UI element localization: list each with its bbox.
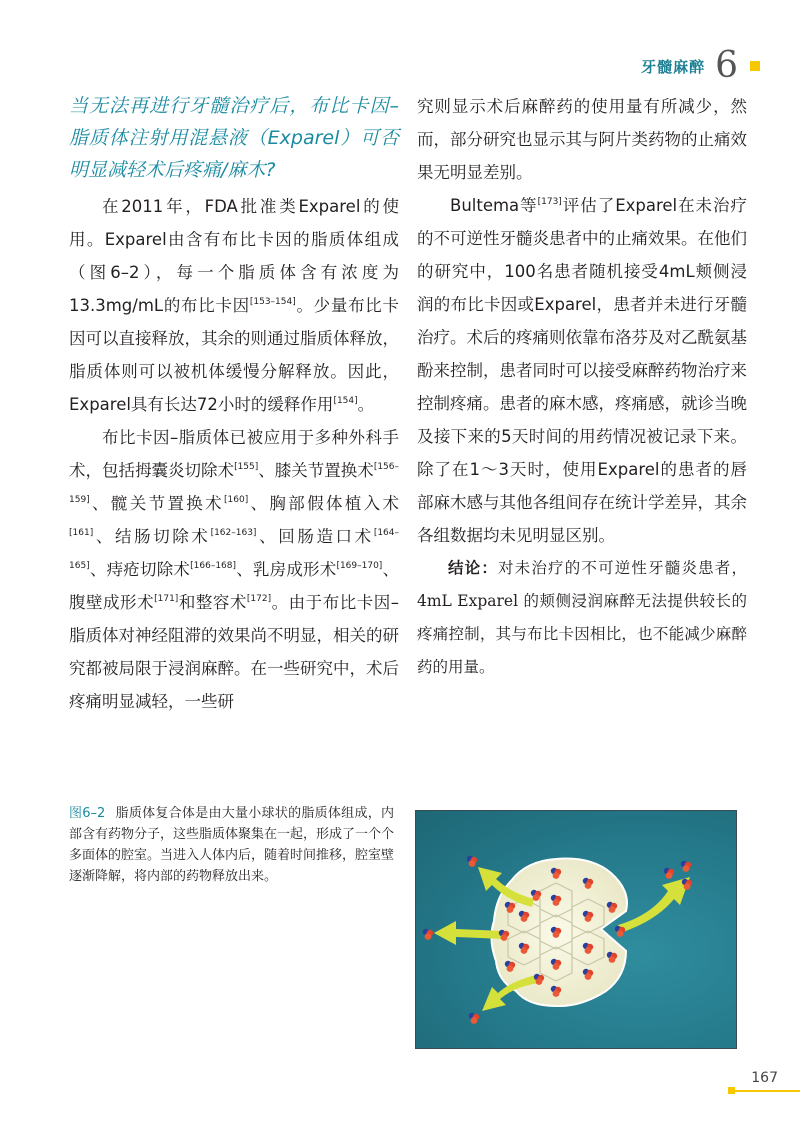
citation: [154] bbox=[333, 396, 358, 406]
header-square-icon bbox=[750, 61, 760, 71]
left-column bbox=[69, 90, 399, 718]
page-footer bbox=[730, 1070, 800, 1110]
citation: [153–154] bbox=[249, 297, 296, 307]
release-arrow-right bbox=[618, 877, 690, 933]
paragraph-text: 、结肠切除术 bbox=[93, 527, 211, 546]
paragraph-text: 、腹壁成形术 bbox=[69, 560, 400, 612]
liposome-diagram bbox=[416, 811, 736, 1048]
citation: [164–165] bbox=[69, 528, 400, 571]
citation: [161] bbox=[69, 528, 94, 538]
paragraph-text: 、髋关节置换术 bbox=[89, 494, 224, 513]
paragraph-text: 、痔疮切除术 bbox=[89, 560, 191, 579]
right-column bbox=[417, 90, 747, 684]
citation: [155] bbox=[234, 462, 259, 472]
caption-text: 脂质体复合体是由大量小球状的脂质体组成，内部含有药物分子，这些脂质体聚集在一起，形成了一个个多面体的腔室。当进入人体内后，随着时间推移，腔室壁逐渐降解，将内部的药物释放出来。 bbox=[69, 806, 395, 884]
citation: [169–170] bbox=[336, 561, 383, 571]
conclusion-text: 对未治疗的不可逆性牙髓炎患者，4mL Exparel 的颊侧浸润麻醉无法提供较长的疼痛控制，其与布比卡因相比，也不能减少麻醉药的用量。 bbox=[417, 559, 747, 676]
citation: [162–163] bbox=[210, 528, 257, 538]
paragraph-text: 、乳房成形术 bbox=[236, 560, 337, 579]
citation: [156–159] bbox=[69, 462, 400, 505]
paragraph-exparel-intro bbox=[69, 190, 399, 421]
paragraph-bultema-study bbox=[417, 189, 747, 552]
paragraph-text: 、膝关节置换术 bbox=[258, 461, 374, 480]
paragraph-text: 。 bbox=[357, 395, 375, 414]
paragraph-surgery-uses bbox=[69, 421, 399, 718]
running-header bbox=[641, 45, 760, 86]
section-heading: 当无法再进行牙髓治疗后，布比卡因–脂质体注射用混悬液（Exparel）可否明显减轻术后疼痛/麻木? bbox=[69, 95, 399, 181]
citation: [171] bbox=[154, 594, 179, 604]
paragraph-text: 、胸部假体植入术 bbox=[248, 494, 399, 513]
liposome-illustration bbox=[415, 810, 737, 1049]
conclusion-label: 结论： bbox=[448, 559, 499, 577]
paragraph-text: 、回肠造口术 bbox=[256, 527, 374, 546]
chapter-number: 6 bbox=[715, 45, 738, 86]
paragraph-continued: 究则显示术后麻醉药的使用量有所减少，然而，部分研究也显示其与阿片类药物的止痛效果无明显差别。 bbox=[417, 97, 747, 182]
paragraph-text: 评估了Exparel在未治疗的不可逆性牙髓炎患者中的止痛效果。在他们的研究中，100名患者随机接受4mL颊侧浸润的布比卡因或Exparel，患者并未进行牙髓治疗。术后的疼痛则依靠布洛芬及对乙酰氨基酚来控制，患者同时可以接受麻醉药物治疗来控制疼痛。患者的麻木感，疼痛感，就诊当晚及接下来的5天时间的用药情况被记录下来。除了在1～3天时，使用Exparel的患者的唇部麻木感与其他各组间存在统计学差异，其余各组数据均未见明显区别。 bbox=[417, 196, 747, 545]
conclusion-paragraph bbox=[417, 552, 747, 684]
paragraph-text: Bultema等 bbox=[450, 196, 538, 215]
paragraph-text: 布比卡因–脂质体已被应用于多种外科手术，包括拇囊炎切除术 bbox=[69, 428, 399, 480]
chapter-title: 牙髓麻醉 bbox=[641, 57, 706, 76]
citation: [172] bbox=[246, 594, 272, 604]
footer-rule bbox=[730, 1090, 800, 1092]
paragraph-text: 和整容术 bbox=[178, 593, 247, 612]
citation: [173] bbox=[537, 197, 562, 207]
paragraph-text: 在2011年，FDA批准类Exparel的使用。Exparel由含有布比卡因的脂质体组成（图6–2），每一个脂质体含有浓度为13.3mg/mL的布比卡因 bbox=[69, 197, 399, 315]
paragraph-text: 。少量布比卡因可以直接释放，其余的则通过脂质体释放，脂质体则可以被机体缓慢分解释放。因此，Exparel具有长达72小时的缓释作用 bbox=[69, 296, 399, 414]
footer-square-icon bbox=[728, 1087, 735, 1094]
citation: [166–168] bbox=[190, 561, 237, 571]
figure-caption bbox=[69, 803, 394, 887]
page-number: 167 bbox=[751, 1070, 778, 1086]
citation: [160] bbox=[224, 495, 249, 505]
paragraph-text: 。由于布比卡因–脂质体对神经阻滞的效果尚不明显，相关的研究都被局限于浸润麻醉。在一些研究中，术后疼痛明显减轻，一些研 bbox=[69, 593, 400, 711]
figure-label: 图6–2 bbox=[69, 806, 106, 821]
